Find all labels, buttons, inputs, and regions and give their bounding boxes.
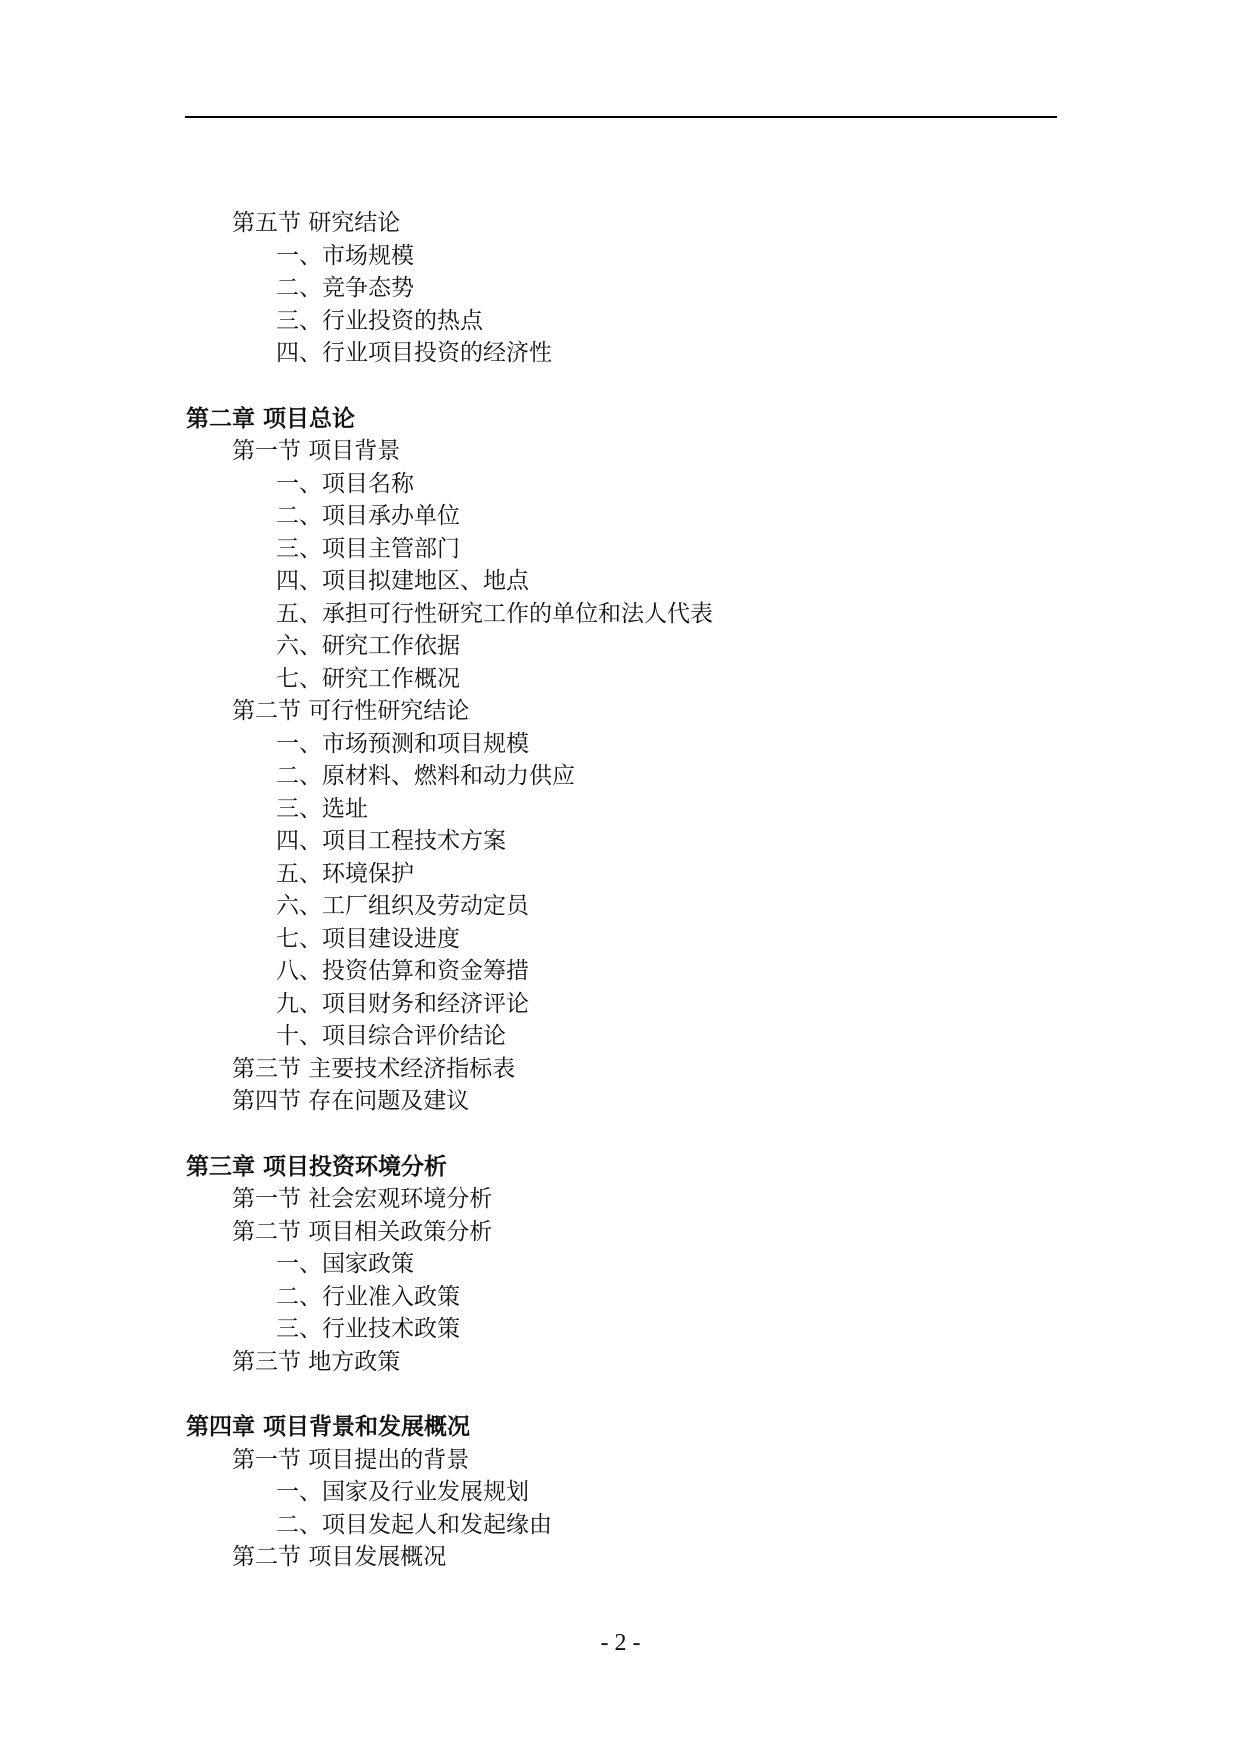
toc-item-line: 十、项目综合评价结论	[276, 1023, 506, 1049]
toc-item-line: 一、国家政策	[276, 1251, 414, 1277]
toc-section-line: 第五节 研究结论	[232, 210, 401, 236]
page-number: - 2 -	[600, 1630, 641, 1656]
toc-item-line: 四、行业项目投资的经济性	[276, 340, 552, 366]
toc-section-line: 第一节 项目背景	[232, 438, 401, 464]
toc-section-line: 第三节 主要技术经济指标表	[232, 1055, 516, 1082]
toc-item-line: 一、项目名称	[276, 470, 414, 497]
toc-item-line: 二、项目承办单位	[276, 503, 460, 529]
toc-item-line: 二、竞争态势	[276, 275, 414, 301]
toc-item-line: 二、项目发起人和发起缘由	[276, 1511, 552, 1538]
toc-item-line: 六、研究工作依据	[276, 633, 460, 659]
toc-section-line: 第四节 存在问题及建议	[232, 1088, 470, 1114]
toc-item-line: 三、选址	[276, 795, 368, 822]
toc-item-line: 三、项目主管部门	[276, 535, 460, 562]
toc-item-line: 八、投资估算和资金筹措	[276, 958, 529, 984]
group-spacer	[186, 370, 1086, 403]
toc-item-line: 三、行业技术政策	[276, 1316, 460, 1342]
table-of-contents	[186, 207, 1086, 1574]
toc-item-line: 七、研究工作概况	[276, 665, 460, 692]
toc-section-line: 第一节 社会宏观环境分析	[232, 1186, 493, 1212]
toc-item-line: 七、项目建设进度	[276, 925, 460, 952]
toc-item-line: 二、原材料、燃料和动力供应	[276, 763, 575, 789]
toc-section-line: 第二节 项目相关政策分析	[232, 1218, 493, 1245]
header-rule	[185, 116, 1057, 118]
toc-item-line: 六、工厂组织及劳动定员	[276, 893, 529, 919]
toc-item-line: 五、承担可行性研究工作的单位和法人代表	[276, 600, 713, 627]
toc-item-line: 一、国家及行业发展规划	[276, 1479, 529, 1505]
toc-chapter-line: 第二章 项目总论	[186, 404, 356, 432]
toc-item-line: 三、行业投资的热点	[276, 307, 483, 334]
toc-item-line: 一、市场规模	[276, 242, 414, 269]
toc-chapter-line: 第四章 项目背景和发展概况	[186, 1413, 471, 1440]
toc-item-line: 二、行业准入政策	[276, 1283, 460, 1310]
toc-item-line: 四、项目拟建地区、地点	[276, 568, 529, 594]
toc-item-line: 一、市场预测和项目规模	[276, 730, 529, 757]
toc-item-line: 四、项目工程技术方案	[276, 828, 506, 854]
toc-item-line: 九、项目财务和经济评论	[276, 990, 529, 1017]
toc-section-line: 第一节 项目提出的背景	[232, 1446, 470, 1473]
toc-chapter-line: 第三章 项目投资环境分析	[186, 1152, 448, 1180]
group-spacer	[186, 1378, 1086, 1411]
toc-item-line: 五、环境保护	[276, 860, 414, 887]
toc-section-line: 第二节 项目发展概况	[232, 1544, 447, 1570]
toc-section-line: 第三节 地方政策	[232, 1348, 401, 1375]
group-spacer	[186, 1118, 1086, 1151]
toc-section-line: 第二节 可行性研究结论	[232, 698, 470, 724]
